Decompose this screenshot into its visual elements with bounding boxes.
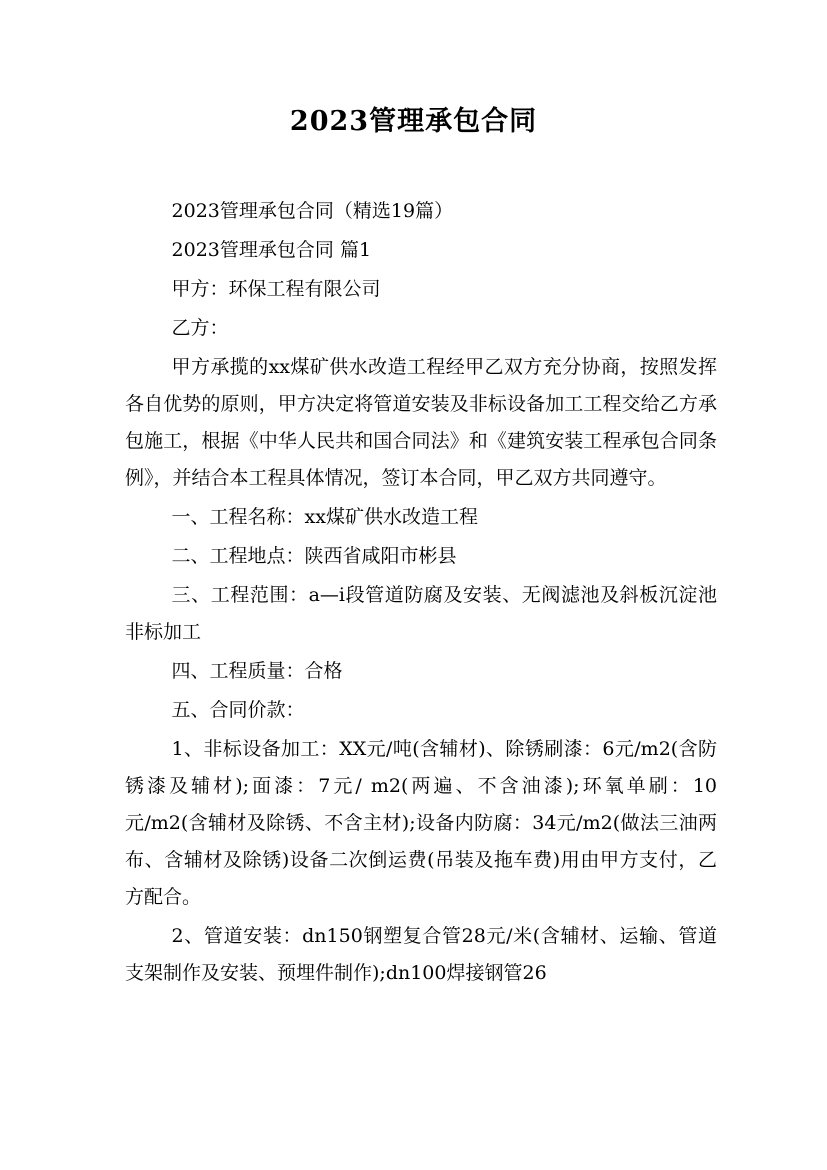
paragraph-project-scope: 三、工程范围：a—i段管道防腐及安装、无阀滤池及斜板沉淀池非标加工 <box>125 584 717 643</box>
document-body <box>125 193 717 994</box>
paragraph-party-a: 甲方：环保工程有限公司 <box>171 278 381 300</box>
paragraph-project-location: 二、工程地点：陕西省咸阳市彬县 <box>171 545 457 567</box>
paragraph-preamble: 甲方承揽的xx煤矿供水改造工程经甲乙双方充分协商，按照发挥各自优势的原则，甲方决定将管道安装及非标设备加工工程交给乙方承包施工，根据《中华人民共和国合同法》和《建筑安装工程承包合同条例》，并结合本工程具体情况，签订本合同，甲乙双方共同遵守。 <box>125 356 717 489</box>
document-title: 2023管理承包合同 <box>289 106 538 137</box>
paragraph-price-item-2: 2、管道安装：dn150钢塑复合管28元/米(含辅材、运输、管道支架制作及安装、预埋件制作);dn100焊接钢管26 <box>125 925 717 984</box>
paragraph-contract-price: 五、合同价款： <box>171 699 305 721</box>
paragraph-party-b: 乙方： <box>171 317 229 339</box>
paragraph-chapter-heading: 2023管理承包合同 篇1 <box>171 239 372 261</box>
paragraph-project-quality: 四、工程质量：合格 <box>171 660 343 682</box>
paragraph-project-name: 一、工程名称：xx煤矿供水改造工程 <box>171 506 478 528</box>
paragraph-subtitle: 2023管理承包合同（精选19篇） <box>171 200 454 222</box>
paragraph-price-item-1: 1、非标设备加工：XX元/吨(含辅材)、除锈刷漆：6元/m2(含防锈漆及辅材);面漆：7元/ m2(两遍、不含油漆);环氧单刷：10元/m2(含辅材及除锈、不含主材);设备内防腐：34元/m2(做法三油两布、含辅材及除锈)设备二次倒运费(吊装及拖车费)用由甲方支付，乙方配合。 <box>125 738 717 908</box>
